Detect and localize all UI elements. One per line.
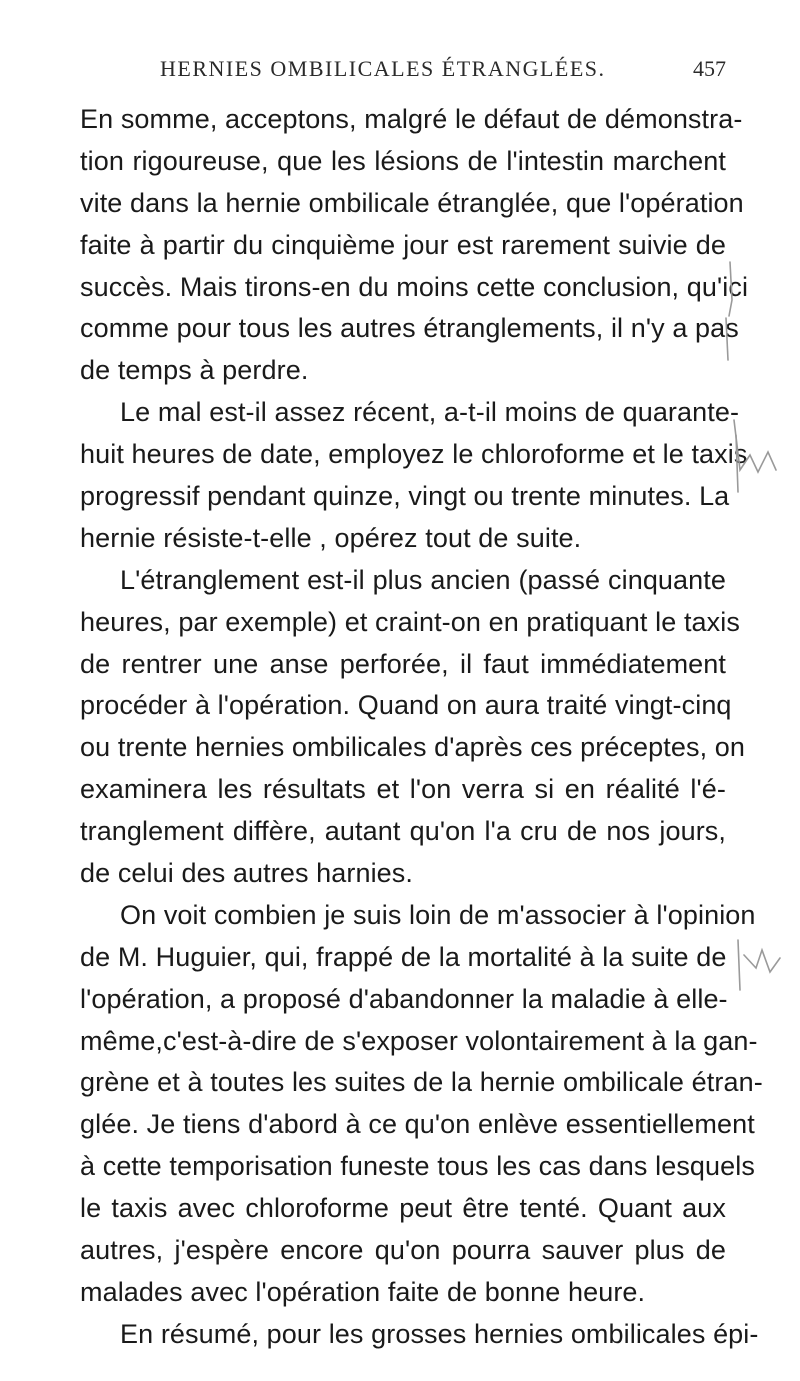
text-line: autres, j'espère encore qu'on pourra sauver plus de: [80, 1235, 726, 1266]
text-line: de temps à perdre.: [80, 355, 309, 386]
text-line: Le mal est-il assez récent, a-t-il moins de quarante-: [120, 397, 740, 428]
text-line: malades avec l'opération faite de bonne heure.: [80, 1276, 646, 1307]
text-line: En résumé, pour les grosses hernies ombilicales épi-: [120, 1318, 759, 1349]
text-line: comme pour tous les autres étranglements, il n'y a pas: [80, 313, 739, 344]
text-line: à cette temporisation funeste tous les cas dans lesquels: [80, 1151, 755, 1182]
text-line: progressif pendant quinze, vingt ou trente minutes. La: [80, 481, 730, 512]
page-number: 457: [693, 56, 726, 81]
text-line: faite à partir du cinquième jour est rarement suivie de: [80, 229, 726, 260]
text-line: L'étranglement est-il plus ancien (passé cinquante: [120, 564, 726, 595]
text-line: heures, par exemple) et craint-on en pratiquant le taxis: [80, 606, 740, 637]
running-title: HERNIES OMBILICALES ÉTRANGLÉES.: [160, 56, 606, 81]
margin-ink-marks: [720, 0, 800, 1381]
text-line: même,c'est-à-dire de s'exposer volontairement à la gan-: [80, 1025, 758, 1056]
text-line: vite dans la hernie ombilicale étranglée, que l'opération: [80, 187, 744, 218]
text-line: succès. Mais tirons-en du moins cette conclusion, qu'ici: [80, 271, 749, 302]
text-line: de celui des autres harnies.: [80, 858, 413, 889]
text-line: On voit combien je suis loin de m'associer à l'opinion: [120, 899, 756, 930]
text-line: tranglement diffère, autant qu'on l'a cru de nos jours,: [80, 816, 726, 847]
text-line: huit heures de date, employez le chloroforme et le taxis: [80, 439, 748, 470]
text-line: ou trente hernies ombilicales d'après ces préceptes, on: [80, 732, 746, 763]
body-text: [80, 99, 763, 1356]
text-line: examinera les résultats et l'on verra si en réalité l'é-: [80, 774, 726, 805]
text-line: de M. Huguier, qui, frappé de la mortalité à la suite de: [80, 941, 727, 972]
text-line: tion rigoureuse, que les lésions de l'intestin marchent: [80, 145, 726, 176]
text-line: procéder à l'opération. Quand on aura traité vingt-cinq: [80, 690, 732, 721]
text-line: grène et à toutes les suites de la hernie ombilicale étran-: [80, 1067, 763, 1098]
text-line: de rentrer une anse perforée, il faut immédiatement: [80, 648, 726, 679]
text-line: hernie résiste-t-elle , opérez tout de suite.: [80, 522, 582, 553]
text-line: glée. Je tiens d'abord à ce qu'on enlève essentiellement: [80, 1109, 755, 1140]
text-line: l'opération, a proposé d'abandonner la maladie à elle-: [80, 983, 728, 1014]
running-head: [60, 56, 726, 86]
text-line: En somme, acceptons, malgré le défaut de démonstra-: [80, 104, 743, 134]
text-line: le taxis avec chloroforme peut être tenté. Quant aux: [80, 1193, 726, 1224]
